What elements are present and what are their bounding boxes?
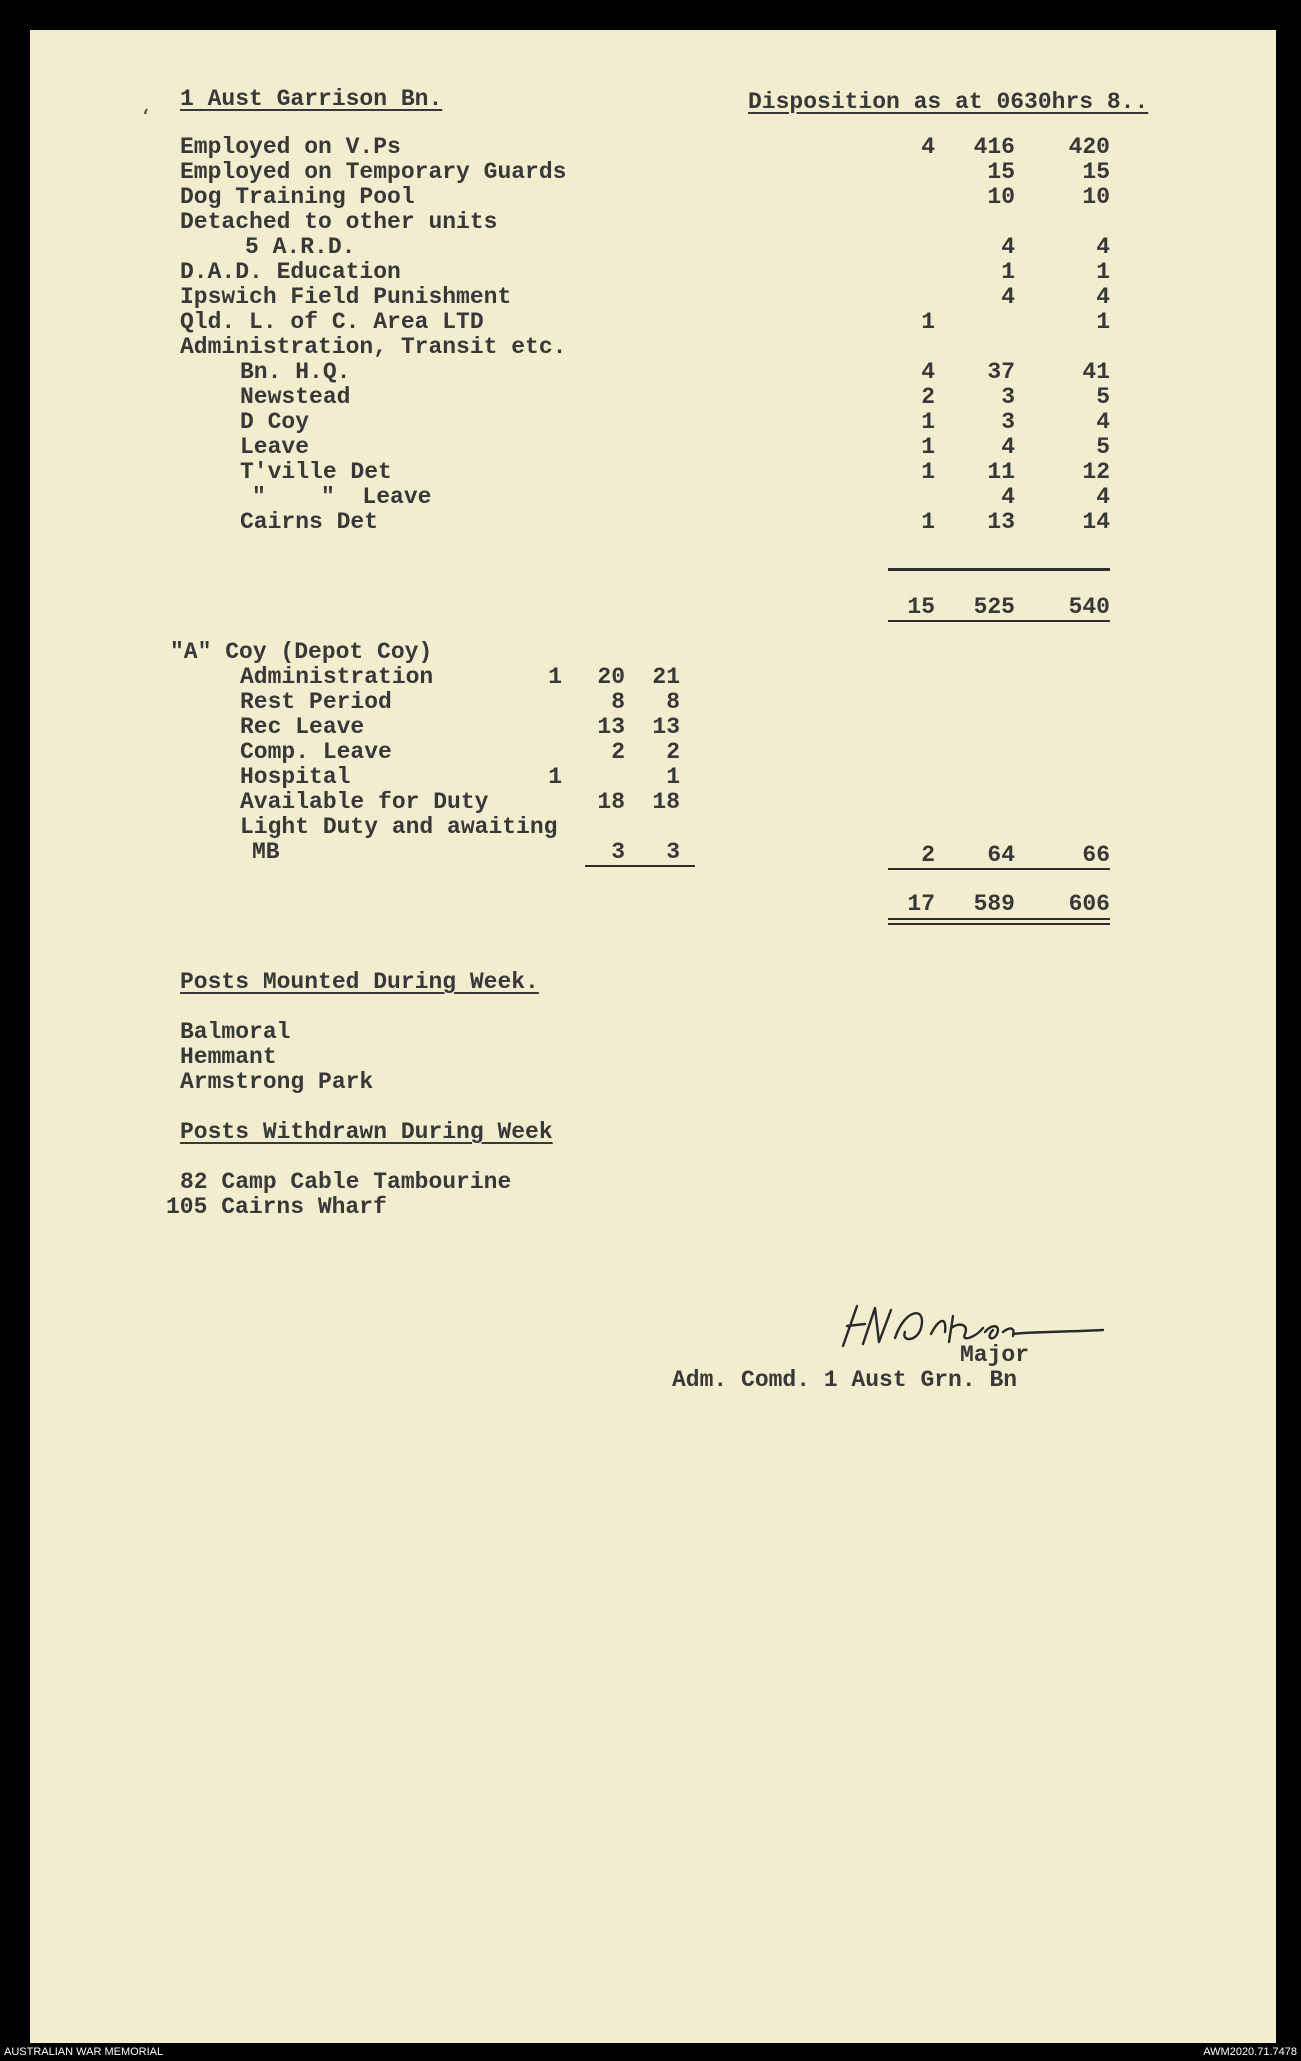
main-row-label: Detached to other units: [180, 209, 498, 235]
grand-total-rule-1: [888, 918, 1110, 920]
document-page: [30, 30, 1276, 2043]
main-row-c3: 1: [1096, 309, 1110, 335]
main-row-label: D Coy: [240, 409, 310, 435]
main-row-c2: 4: [1001, 434, 1015, 460]
main-row-c2: 4: [1001, 484, 1015, 510]
main-row-c3: 420: [1068, 134, 1110, 160]
a-coy-row-c3: 18: [652, 789, 680, 815]
a-coy-row-c3: 3: [666, 839, 680, 865]
a-coy-row-c2: 3: [611, 839, 625, 865]
main-row-c1: 4: [921, 359, 935, 385]
main-row-c1: 2: [921, 384, 935, 410]
main-row-c3: 41: [1082, 359, 1110, 385]
grand-total-c1: 17: [907, 891, 935, 917]
main-row-c3: 12: [1082, 459, 1110, 485]
main-row-label: Qld. L. of C. Area LTD: [180, 309, 484, 335]
posts-mounted-item: Hemmant: [180, 1044, 277, 1070]
a-coy-row-c1: 1: [548, 664, 562, 690]
main-row-c3: 15: [1082, 159, 1110, 185]
a-coy-row-label: Light Duty and awaiting: [240, 814, 558, 840]
main-row-c3: 4: [1096, 234, 1110, 260]
main-row-c2: 37: [987, 359, 1015, 385]
main-row-label: Bn. H.Q.: [240, 359, 351, 385]
main-row-c1: 1: [921, 459, 935, 485]
signatory-rank: Major: [960, 1342, 1030, 1368]
a-coy-row-label: Comp. Leave: [240, 739, 392, 765]
main-row-c3: 5: [1096, 434, 1110, 460]
main-row-c1: 1: [921, 509, 935, 535]
a-coy-total-rule: [888, 868, 1110, 870]
a-coy-row-c1: 1: [548, 764, 562, 790]
main-row-label: T'ville Det: [240, 459, 392, 485]
main-row-c2: 4: [1001, 234, 1015, 260]
main-row-label: D.A.D. Education: [180, 259, 401, 285]
main-row-c3: 10: [1082, 184, 1110, 210]
a-coy-total-c2: 64: [987, 842, 1015, 868]
a-coy-row-c2: 13: [597, 714, 625, 740]
a-coy-row-label: MB: [252, 839, 280, 865]
a-coy-row-c2: 18: [597, 789, 625, 815]
a-coy-row-label: Available for Duty: [240, 789, 489, 815]
main-row-label: Ipswich Field Punishment: [180, 284, 512, 310]
main-row-c1: 1: [921, 434, 935, 460]
main-row-label: " " Leave: [252, 484, 432, 510]
main-row-c3: 4: [1096, 284, 1110, 310]
main-row-c2: 10: [987, 184, 1015, 210]
main-row-label: Dog Training Pool: [180, 184, 415, 210]
footer-left: AUSTRALIAN WAR MEMORIAL: [4, 2046, 164, 2058]
a-coy-underline: [585, 865, 695, 867]
subtotal-underline: [888, 620, 1110, 622]
main-row-label: Cairns Det: [240, 509, 379, 535]
main-row-c2: 3: [1001, 409, 1015, 435]
a-coy-row-label: Administration: [240, 664, 434, 690]
posts-mounted-heading: Posts Mounted During Week.: [180, 969, 539, 995]
main-row-c2: 416: [973, 134, 1015, 160]
unit-title: 1 Aust Garrison Bn.: [180, 86, 443, 112]
a-coy-row-c2: 20: [597, 664, 625, 690]
main-row-c1: 4: [921, 134, 935, 160]
main-row-label: Administration, Transit etc.: [180, 334, 567, 360]
main-row-c1: 1: [921, 309, 935, 335]
a-coy-row-label: Hospital: [240, 764, 351, 790]
grand-total-c2: 589: [973, 891, 1015, 917]
posts-withdrawn-item: 82 Camp Cable Tambourine: [180, 1169, 512, 1195]
main-row-c3: 5: [1096, 384, 1110, 410]
grand-total-c3: 606: [1068, 891, 1110, 917]
main-row-c3: 4: [1096, 484, 1110, 510]
signatory-title: Adm. Comd. 1 Aust Grn. Bn: [672, 1367, 1018, 1393]
footer-right: AWM2020.71.7478: [1203, 2046, 1297, 2058]
posts-withdrawn-heading: Posts Withdrawn During Week: [180, 1119, 553, 1145]
main-row-c1: 1: [921, 409, 935, 435]
posts-withdrawn-item: 105 Cairns Wharf: [166, 1194, 387, 1220]
a-coy-row-c2: 8: [611, 689, 625, 715]
a-coy-title: "A" Coy (Depot Coy): [170, 639, 433, 665]
posts-mounted-item: Armstrong Park: [180, 1069, 374, 1095]
main-row-c2: 4: [1001, 284, 1015, 310]
main-row-label: Employed on V.Ps: [180, 134, 401, 160]
a-coy-row-c3: 2: [666, 739, 680, 765]
main-row-label: Employed on Temporary Guards: [180, 159, 567, 185]
main-row-c2: 3: [1001, 384, 1015, 410]
subtotal-c1: 15: [907, 594, 935, 620]
posts-mounted-item: Balmoral: [180, 1019, 291, 1045]
a-coy-total-c3: 66: [1082, 842, 1110, 868]
main-row-c3: 4: [1096, 409, 1110, 435]
a-coy-row-c3: 13: [652, 714, 680, 740]
a-coy-row-c3: 21: [652, 664, 680, 690]
main-row-c2: 15: [987, 159, 1015, 185]
main-row-label: Newstead: [240, 384, 351, 410]
grand-total-rule-2: [888, 923, 1110, 925]
a-coy-row-c2: 2: [611, 739, 625, 765]
tick-mark: ‘: [142, 106, 149, 131]
disposition-title: Disposition as at 0630hrs 8..: [748, 89, 1149, 115]
subtotal-c2: 525: [973, 594, 1015, 620]
main-row-c2: 13: [987, 509, 1015, 535]
a-coy-total-c1: 2: [921, 842, 935, 868]
main-row-c3: 1: [1096, 259, 1110, 285]
main-row-label: Leave: [240, 434, 310, 460]
main-row-label: 5 A.R.D.: [245, 234, 356, 260]
main-row-c3: 14: [1082, 509, 1110, 535]
a-coy-row-label: Rest Period: [240, 689, 392, 715]
a-coy-row-c3: 8: [666, 689, 680, 715]
main-row-c2: 11: [987, 459, 1015, 485]
subtotal-c3: 540: [1068, 594, 1110, 620]
a-coy-row-c3: 1: [666, 764, 680, 790]
subtotal-rule: [888, 568, 1110, 571]
main-row-c2: 1: [1001, 259, 1015, 285]
a-coy-row-label: Rec Leave: [240, 714, 365, 740]
